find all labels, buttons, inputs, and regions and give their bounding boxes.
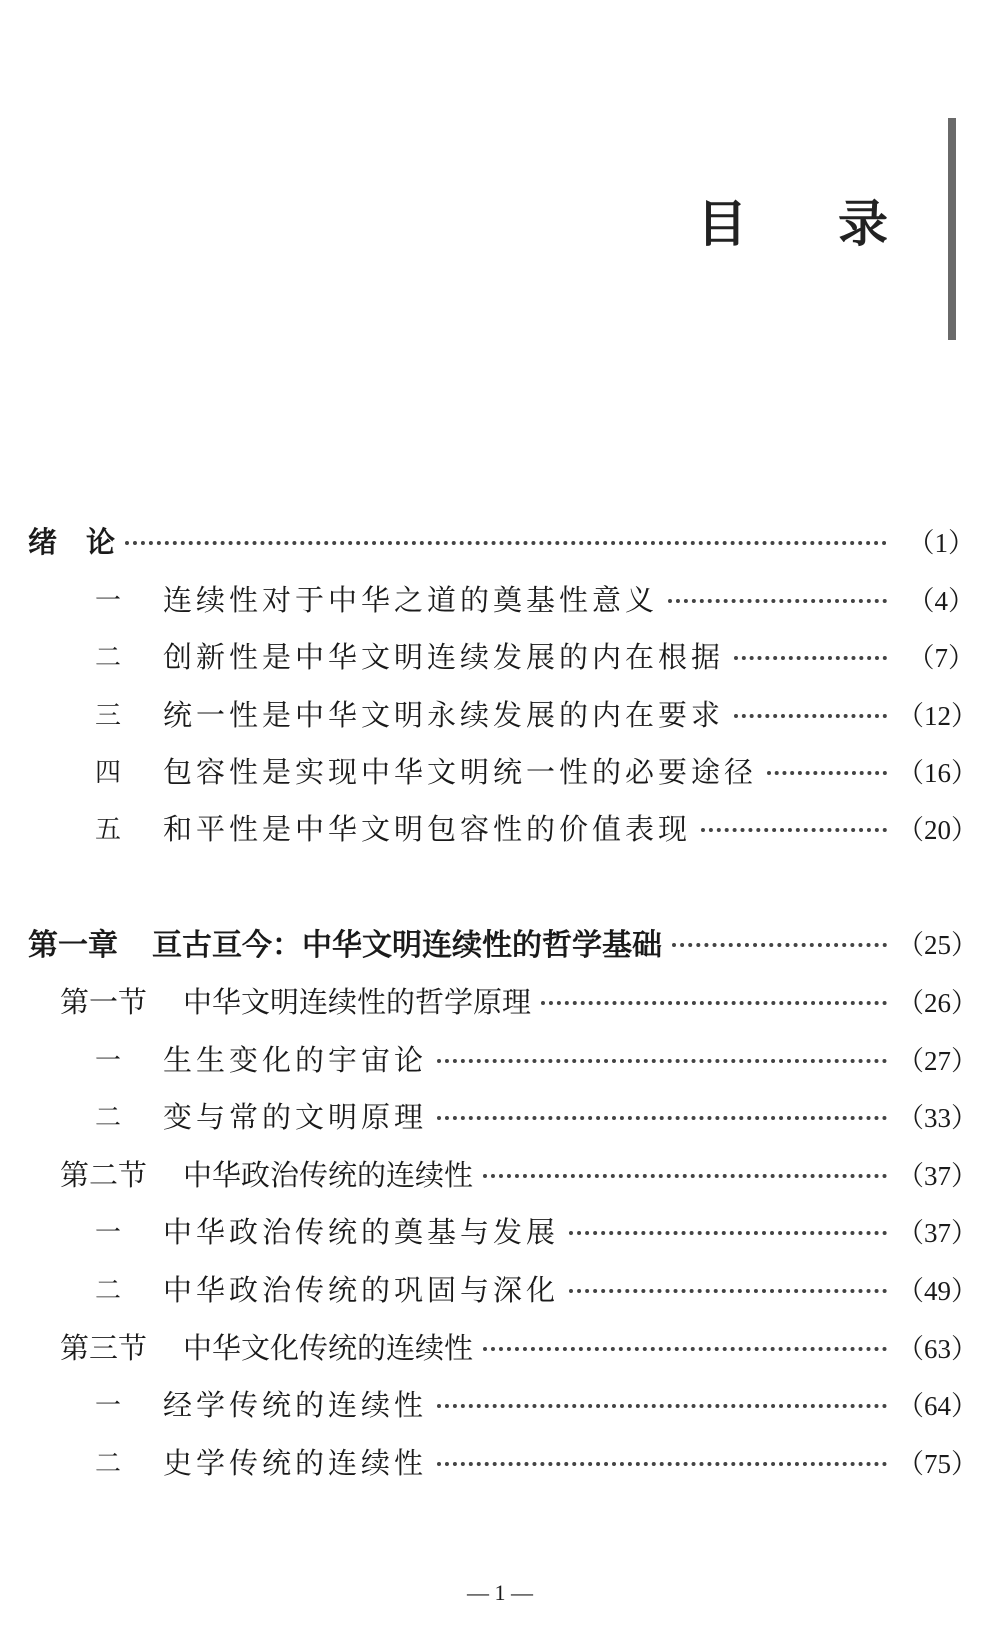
item-number: 一 — [95, 1217, 122, 1248]
leader-dots — [541, 1001, 887, 1005]
toc-page-number: （33） — [897, 1102, 978, 1133]
toc-page-number: （20） — [897, 814, 978, 845]
item-title: 统一性是中华文明永续发展的内在要求 — [163, 697, 725, 732]
item-number: 三 — [95, 700, 122, 731]
chapter-label: 第一章 — [28, 928, 118, 963]
toc-entry-intro-1[interactable] — [95, 573, 975, 623]
item-number: 二 — [95, 1448, 122, 1479]
section-title: 中华文化传统的连续性 — [183, 1330, 474, 1365]
toc-page-number: （63） — [897, 1333, 978, 1364]
toc-entry-s3-1[interactable] — [95, 1378, 978, 1428]
section-label: 第一节 — [60, 984, 148, 1019]
toc-page-number: （26） — [897, 987, 978, 1018]
leader-dots — [437, 1404, 887, 1408]
toc-entry-section-3[interactable] — [60, 1321, 978, 1371]
section-title: 中华政治传统的连续性 — [183, 1157, 474, 1192]
item-title: 中华政治传统的巩固与深化 — [163, 1272, 560, 1307]
leader-dots — [569, 1231, 887, 1235]
item-title: 经学传统的连续性 — [163, 1387, 428, 1422]
item-number: 二 — [95, 642, 122, 673]
toc-entry-s1-1[interactable] — [95, 1033, 978, 1083]
toc-entry-section-2[interactable] — [60, 1148, 978, 1198]
leader-dots — [701, 828, 887, 832]
toc-page-number: （16） — [897, 757, 978, 788]
leader-dots — [767, 771, 887, 775]
item-number: 一 — [95, 1390, 122, 1421]
leader-dots — [437, 1059, 887, 1063]
leader-dots — [734, 714, 887, 718]
page-title-char-2: 录 — [838, 194, 888, 253]
toc-page-number: （1） — [907, 527, 975, 558]
page-footer-number: — 1 — — [467, 1580, 533, 1605]
toc-page-number: （75） — [897, 1448, 978, 1479]
toc-entry-label: 绪 论 — [28, 524, 116, 559]
section-label: 第三节 — [60, 1330, 148, 1365]
toc-entry-s3-2[interactable] — [95, 1436, 978, 1486]
item-title: 创新性是中华文明连续发展的内在根据 — [163, 639, 725, 674]
leader-dots — [437, 1462, 887, 1466]
section-label: 第二节 — [60, 1157, 148, 1192]
leader-dots — [569, 1289, 887, 1293]
item-title: 连续性对于中华之道的奠基性意义 — [163, 582, 659, 617]
toc-page-number: （27） — [897, 1045, 978, 1076]
item-number: 二 — [95, 1275, 122, 1306]
item-number: 一 — [95, 585, 122, 616]
title-decor-bar — [948, 118, 956, 340]
leader-dots — [125, 541, 887, 545]
toc-entry-section-1[interactable] — [60, 975, 978, 1025]
item-number: 五 — [95, 814, 122, 845]
toc-entry-intro-4[interactable] — [95, 745, 978, 795]
toc-page-number: （37） — [897, 1160, 978, 1191]
leader-dots — [437, 1116, 887, 1120]
leader-dots — [483, 1347, 887, 1351]
toc-entry-s2-1[interactable] — [95, 1205, 978, 1255]
item-title: 史学传统的连续性 — [163, 1445, 428, 1480]
toc-entry-chapter-1[interactable] — [28, 917, 978, 967]
toc-page-number: （4） — [907, 585, 975, 616]
toc-page-number: （64） — [897, 1390, 978, 1421]
section-title: 中华文明连续性的哲学原理 — [183, 984, 532, 1019]
leader-dots — [668, 599, 887, 603]
toc-page-number: （25） — [897, 929, 978, 960]
item-number: 二 — [95, 1102, 122, 1133]
page-title-char-1: 目 — [697, 194, 747, 253]
toc-entry-intro[interactable] — [28, 515, 975, 565]
item-title: 中华政治传统的奠基与发展 — [163, 1214, 560, 1249]
toc-page-number: （7） — [907, 642, 975, 673]
item-number: 四 — [95, 757, 122, 788]
toc-page-number: （37） — [897, 1217, 978, 1248]
item-title: 包容性是实现中华文明统一性的必要途径 — [163, 754, 758, 789]
item-title: 和平性是中华文明包容性的价值表现 — [163, 811, 692, 846]
toc-entry-intro-3[interactable] — [95, 688, 978, 738]
toc-entry-s2-2[interactable] — [95, 1263, 978, 1313]
toc-page-number: （49） — [897, 1275, 978, 1306]
leader-dots — [734, 656, 887, 660]
toc-page-number: （12） — [897, 700, 978, 731]
toc-entry-intro-2[interactable] — [95, 630, 975, 680]
item-title: 变与常的文明原理 — [163, 1099, 428, 1134]
item-number: 一 — [95, 1045, 122, 1076]
leader-dots — [672, 943, 887, 947]
toc-entry-intro-5[interactable] — [95, 802, 978, 852]
chapter-title: 亘古亘今：中华文明连续性的哲学基础 — [152, 928, 662, 963]
leader-dots — [483, 1174, 887, 1178]
item-title: 生生变化的宇宙论 — [163, 1042, 428, 1077]
toc-entry-s1-2[interactable] — [95, 1090, 978, 1140]
